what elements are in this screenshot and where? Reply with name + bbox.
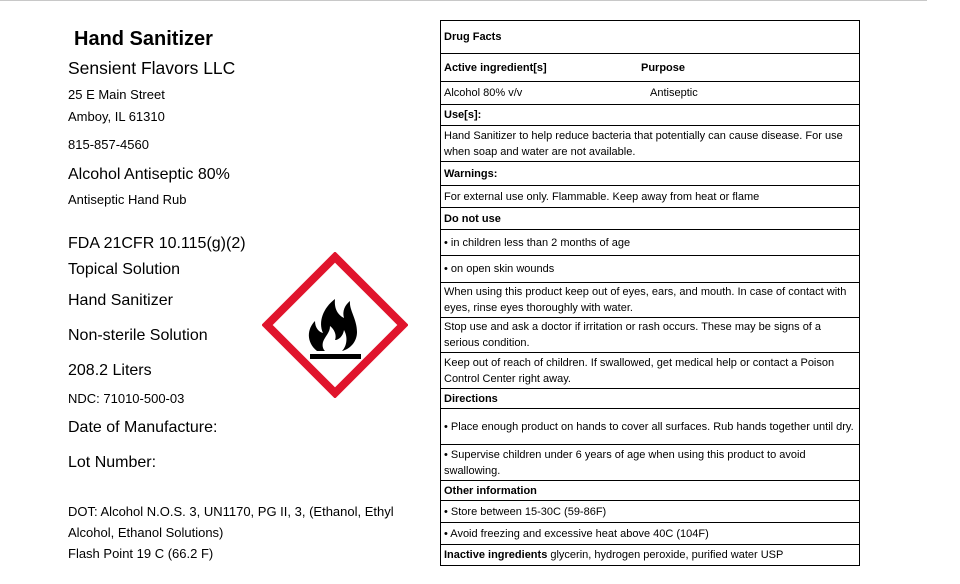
do-not-use-item: • on open skin wounds [441, 256, 859, 283]
purpose-value: Antiseptic [650, 87, 698, 99]
product-name: Alcohol Antiseptic 80% [68, 166, 230, 183]
flash-point: Flash Point 19 C (66.2 F) [68, 546, 214, 561]
directions-header: Directions [441, 389, 859, 409]
inactive-ingredients-text: glycerin, hydrogen peroxide, purified water USP [547, 549, 784, 561]
uses-header: Use[s]: [441, 105, 859, 126]
directions-item: • Supervise children under 6 years of age when using this product to avoid swallowing. [444, 448, 806, 477]
keep-out-row [441, 353, 859, 389]
drug-facts-panel [440, 20, 860, 566]
stop-use-row [441, 318, 859, 353]
directions-item: • Place enough product on hands to cover all surfaces. Rub hands together until dry. [444, 420, 854, 433]
inactive-ingredients-header: Inactive ingredients [444, 549, 548, 561]
active-ingredient-row [441, 82, 859, 105]
regulation-code: FDA 21CFR 10.115(g)(2) [68, 235, 246, 252]
directions-row [441, 445, 859, 481]
product-label-panel [0, 0, 430, 584]
flammable-hazard-icon [262, 252, 408, 398]
do-not-use-item: • in children less than 2 months of age [441, 230, 859, 256]
company-name: Sensient Flavors LLC [68, 58, 236, 78]
directions-row [441, 409, 859, 445]
address-line-2: Amboy, IL 61310 [68, 109, 165, 124]
inactive-ingredients-row [441, 545, 859, 565]
volume: 208.2 Liters [68, 362, 152, 379]
sterility-note: Non-sterile Solution [68, 327, 208, 344]
uses-row [441, 126, 859, 162]
when-using-text: When using this product keep out of eyes, ears, and mouth. In case of contact with eyes, rinse eyes thoroughly with water. [444, 286, 847, 314]
warnings-header: Warnings: [441, 162, 859, 186]
ndc-number: NDC: 71010-500-03 [68, 391, 185, 406]
product-type: Antiseptic Hand Rub [68, 192, 187, 207]
phone-number: 815-857-4560 [68, 137, 149, 152]
active-ingredient-value: Alcohol 80% v/v [444, 87, 523, 99]
drug-facts-heading: Drug Facts [441, 21, 859, 54]
product-form: Topical Solution [68, 261, 181, 278]
active-ingredient-header: Active ingredient[s] [444, 61, 547, 74]
uses-text: Hand Sanitizer to help reduce bacteria that potentially can cause disease. For use when soap and water are not available. [444, 129, 843, 158]
stop-use-text: Stop use and ask a doctor if irritation or rash occurs. These may be signs of a serious condition. [444, 321, 822, 349]
purpose-header: Purpose [641, 61, 686, 74]
lot-number-label: Lot Number: [68, 454, 157, 471]
other-information-header: Other information [441, 481, 859, 501]
when-using-row [441, 283, 859, 318]
manufacture-date-label: Date of Manufacture: [68, 419, 218, 436]
address-line-1: 25 E Main Street [68, 87, 165, 102]
keep-out-text: Keep out of reach of children. If swallowed, get medical help or contact a Poison Control Center right away. [444, 356, 835, 385]
product-category: Hand Sanitizer [68, 292, 173, 309]
other-information-item: • Store between 15-30C (59-86F) [441, 501, 859, 523]
product-title: Hand Sanitizer [74, 28, 213, 50]
warnings-text: For external use only. Flammable. Keep away from heat or flame [441, 186, 859, 208]
do-not-use-header: Do not use [441, 208, 859, 230]
dot-shipping-info: DOT: Alcohol N.O.S. 3, UN1170, PG II, 3, (Ethanol, Ethyl Alcohol, Ethanol Solutions) [68, 504, 394, 540]
active-ingredient-header-row [441, 54, 859, 82]
other-information-item: • Avoid freezing and excessive heat above 40C (104F) [441, 523, 859, 545]
